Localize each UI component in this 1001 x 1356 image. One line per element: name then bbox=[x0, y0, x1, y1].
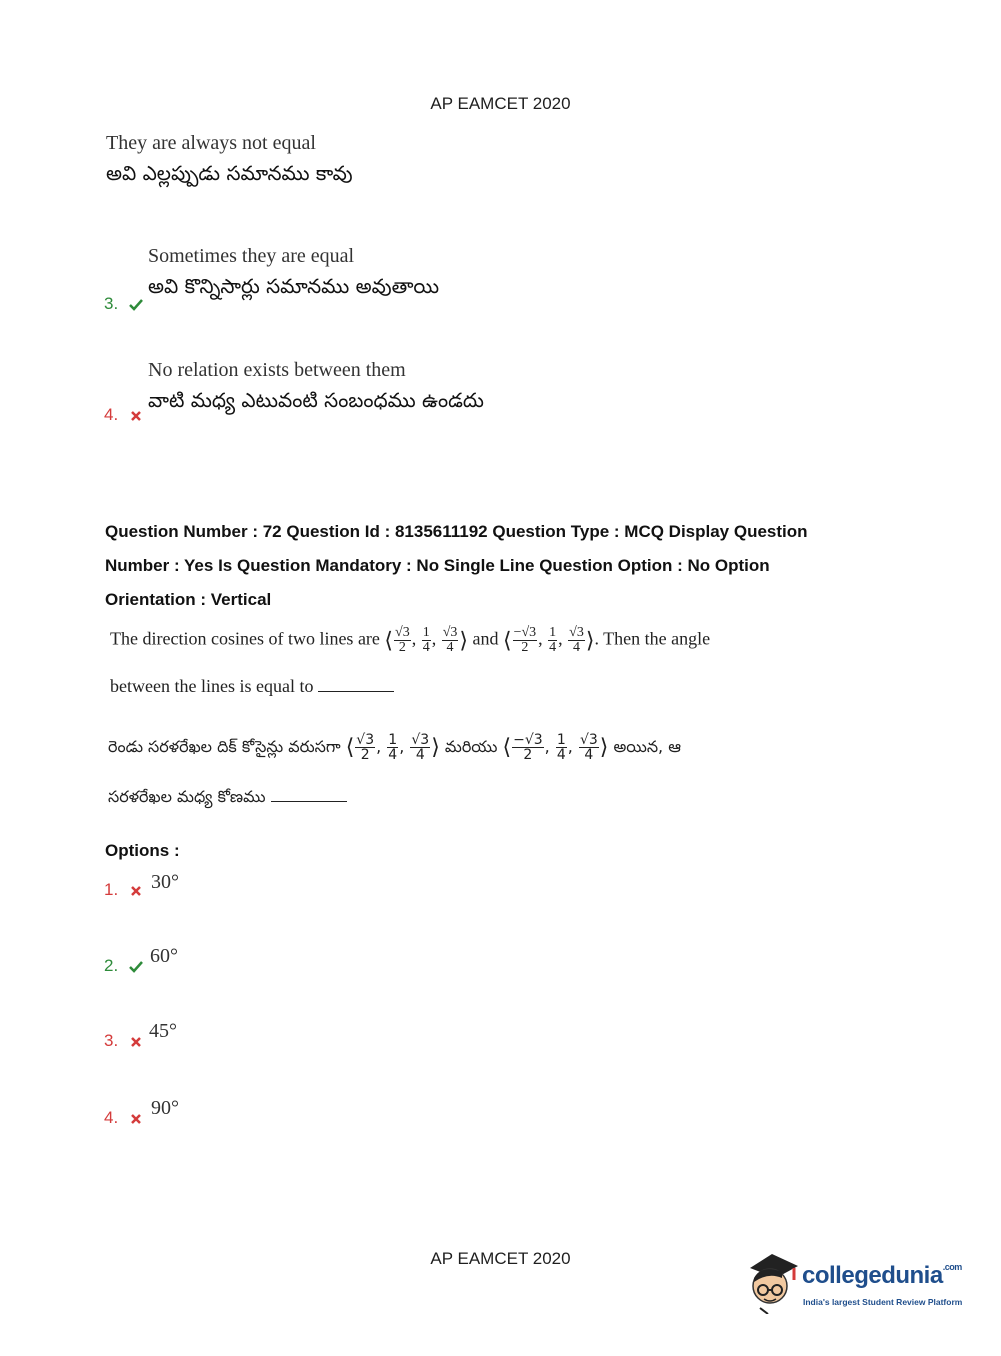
fraction: $\frac{1}{4}$ bbox=[556, 732, 566, 763]
prev-option-number: 3. bbox=[104, 294, 143, 314]
cross-icon bbox=[129, 409, 143, 423]
fraction: $\frac{√3}{4}$ bbox=[579, 732, 598, 763]
answer-blank bbox=[271, 787, 347, 802]
prev-option-block-2 bbox=[106, 132, 353, 190]
prev-option-te: అవి ఎల్లప్పుడు సమానము కావు bbox=[106, 161, 353, 185]
option-value: 90° bbox=[151, 1097, 179, 1119]
page-footer: AP EAMCET 2020 bbox=[430, 1249, 571, 1268]
cross-icon bbox=[129, 1035, 143, 1049]
question-meta-line1: Question Number : 72 Question Id : 8135611192 Question Type : MCQ Display Question bbox=[105, 522, 808, 541]
fraction: $\frac{√3}{4}$ bbox=[569, 625, 584, 655]
fraction: $\frac{1}{4}$ bbox=[422, 625, 430, 655]
prev-option-en: Sometimes they are equal bbox=[148, 245, 355, 267]
cross-icon bbox=[129, 1112, 143, 1126]
option-value: 30° bbox=[151, 871, 179, 893]
fraction: $\frac{√3}{2}$ bbox=[395, 625, 410, 655]
prev-option-te: వాటి మధ్య ఎటువంటి సంబంధము ఉండదు bbox=[148, 388, 484, 412]
fraction: $\frac{-√3}{2}$ bbox=[513, 625, 537, 655]
fraction: $\frac{1}{4}$ bbox=[388, 732, 398, 763]
prev-option-en: No relation exists between them bbox=[148, 359, 406, 381]
prev-option-number: 4. bbox=[104, 405, 143, 425]
mascot-icon bbox=[742, 1250, 800, 1314]
logo-wordmark: collegedunia$^{.com}$ bbox=[802, 1262, 962, 1289]
prev-option-block-3 bbox=[148, 245, 439, 303]
fraction: $\frac{√3}{4}$ bbox=[411, 732, 430, 763]
option-4: 4. bbox=[104, 1108, 143, 1128]
options-label: Options : bbox=[105, 841, 180, 860]
prev-option-block-4 bbox=[148, 359, 484, 417]
check-icon bbox=[129, 298, 143, 312]
collegedunia-logo bbox=[742, 1250, 972, 1320]
prev-option-te: అవి కొన్నిసార్లు సమానము అవుతాయి bbox=[148, 274, 440, 298]
question-text-te: రెండు సరళరేఖల దిక్ కోసైన్లు వరుసగా ⟨ $\frac{√3}{2}$ , $\frac{1}{4}$ , $\frac{√3}{4}$ ⟩ మరియు ⟨ $\frac{-√3}{2}$ , $\frac{1}{4}$ , $\frac{√3}{4}$ ⟩ అయిన, ఆ bbox=[108, 732, 682, 763]
fraction: $\frac{√3}{2}$ bbox=[356, 732, 375, 763]
option-3: 3. bbox=[104, 1031, 143, 1051]
check-icon bbox=[129, 960, 143, 974]
option-value: 60° bbox=[150, 945, 178, 967]
question-meta-line3: Orientation : Vertical bbox=[105, 590, 272, 609]
answer-blank bbox=[318, 677, 394, 692]
fraction: $\frac{1}{4}$ bbox=[549, 625, 557, 655]
option-value: 45° bbox=[149, 1020, 177, 1042]
fraction: $\frac{-√3}{2}$ bbox=[513, 732, 543, 763]
question-text-te-line2: సరళరేఖల మధ్య కోణము bbox=[108, 787, 347, 810]
question-text-en-line2: between the lines is equal to bbox=[110, 676, 394, 697]
fraction: $\frac{√3}{4}$ bbox=[442, 625, 458, 655]
page-header: AP EAMCET 2020 bbox=[430, 94, 571, 113]
option-1: 1. bbox=[104, 880, 143, 900]
option-2: 2. bbox=[104, 956, 143, 976]
cross-icon bbox=[129, 884, 143, 898]
prev-option-en: They are always not equal bbox=[106, 132, 316, 154]
question-text-en: The direction cosines of two lines are ⟨ $\frac{√3}{2}$ , $\frac{1}{4}$ , $\frac{√3}{4}$ ⟩ and ⟨ $\frac{-√3}{2}$ , $\frac{1}{4}$ , $\frac{√3}{4}$ ⟩. Then the angle bbox=[110, 625, 711, 655]
logo-tagline: India's largest Student Review Platform bbox=[803, 1297, 963, 1307]
question-meta-line2: Number : Yes Is Question Mandatory : No Single Line Question Option : No Option bbox=[105, 556, 770, 575]
